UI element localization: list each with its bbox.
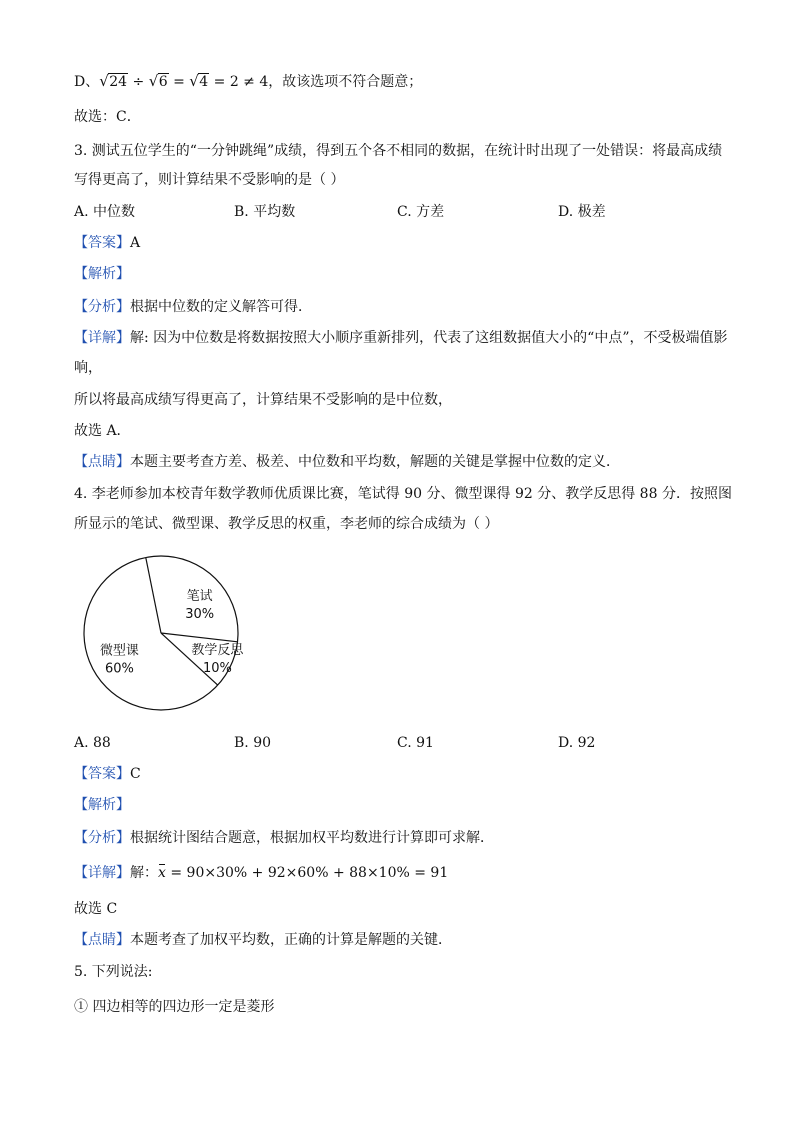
answer-tag: 【答案】 <box>74 235 130 251</box>
q4-answer-line <box>74 764 141 784</box>
q3-analysis-line: 【分析】根据中位数的定义解答可得． <box>74 299 312 315</box>
q3-detail-line1: 【详解】解: 因为中位数是将数据按照大小顺序重新排列，代表了这组数据值大小的“中点”，不受极端值影 <box>74 330 728 346</box>
q4-comment-line: 【点睛】本题考查了加权平均数，正确的计算是解题的关键． <box>74 932 452 948</box>
q4-detail-line: 【详解】解：x = 90×30% + 92×60% + 88×10% = 91 <box>74 865 449 881</box>
pie-slice-label-1: 教学反思 <box>191 643 244 659</box>
sqrt-6: √ 6 <box>149 72 169 92</box>
q4-stem-line1: 4. 李老师参加本校青年数学教师优质课比赛，笔试得 90 分、微型课得 92 分、教学反思得 88 分．按照图 <box>74 486 732 502</box>
q4-analysis-line: 【分析】根据统计图结合题意，根据加权平均数进行计算即可求解． <box>74 830 494 846</box>
pie-slice-value-2: 60% <box>104 661 134 677</box>
detail-tag: 【详解】 <box>74 330 130 346</box>
analysis-tag: 【分析】 <box>74 830 130 846</box>
q3-stem-line2: 写得更高了，则计算结果不受影响的是（ ） <box>74 172 345 188</box>
q3-option-a: A. 中位数 <box>74 204 136 220</box>
q3-comment-line: 【点睛】本题主要考查方差、极差、中位数和平均数，解题的关键是掌握中位数的定义． <box>74 454 620 470</box>
q4-option-c: C. 91 <box>397 735 434 751</box>
option-d-line: D、√ 24 ÷ √ 6 = √ 4 = 2 ≠ 4，故该选项不符合题意； <box>74 72 422 92</box>
pie-chart <box>79 554 249 714</box>
q5-item1: ① 四边相等的四边形一定是菱形 <box>74 999 275 1015</box>
pie-slice-value-1: 10% <box>202 661 232 677</box>
math-expression: √ 24 ÷ √ 6 = √ 4 = 2 ≠ 4 <box>99 74 268 90</box>
q3-option-d: D. 极差 <box>558 204 606 220</box>
pie-slice-label-0: 笔试 <box>186 588 213 604</box>
prev-answer-line: 故选：C． <box>74 109 141 125</box>
q4-option-a: A. 88 <box>74 735 111 751</box>
answer-tag: 【答案】 <box>74 766 130 782</box>
q3-answer-line <box>74 233 140 253</box>
sqrt-24: √ 24 <box>99 72 128 92</box>
q4-option-d: D. 92 <box>558 735 596 751</box>
q4-answer: C <box>130 766 141 782</box>
pie-slice-label-2: 微型课 <box>99 643 139 659</box>
q4-option-b: B. 90 <box>234 735 272 751</box>
q3-option-c: C. 方差 <box>397 204 445 220</box>
pie-slice-value-0: 30% <box>185 606 215 622</box>
q3-answer: A <box>130 235 141 251</box>
q3-detail-line2: 响， <box>74 360 102 376</box>
comment-tag: 【点睛】 <box>74 932 130 948</box>
q4-conclusion: 故选 C <box>74 901 118 917</box>
q3-stem-line1: 3. 测试五位学生的“一分钟跳绳”成绩，得到五个各不相同的数据，在统计时出现了一处错误：将最高成绩 <box>74 143 723 159</box>
detail-tag: 【详解】 <box>74 865 130 881</box>
q3-conclusion: 故选 A． <box>74 423 131 439</box>
q4-stem-line2: 所显示的笔试、微型课、教学反思的权重，李老师的综合成绩为（ ） <box>74 516 499 532</box>
q3-option-b: B. 平均数 <box>234 204 296 220</box>
comment-tag: 【点睛】 <box>74 454 130 470</box>
sqrt-4: √ 4 <box>189 72 209 92</box>
q5-stem: 5. 下列说法: <box>74 964 153 980</box>
q4-jiexi: 【解析】 <box>74 797 130 813</box>
q3-detail-line3: 所以将最高成绩写得更高了，计算结果不受影响的是中位数， <box>74 392 452 408</box>
analysis-tag: 【分析】 <box>74 299 130 315</box>
q3-jiexi: 【解析】 <box>74 266 130 282</box>
weighted-average-formula: x = 90×30% + 92×60% + 88×10% = 91 <box>158 865 449 881</box>
